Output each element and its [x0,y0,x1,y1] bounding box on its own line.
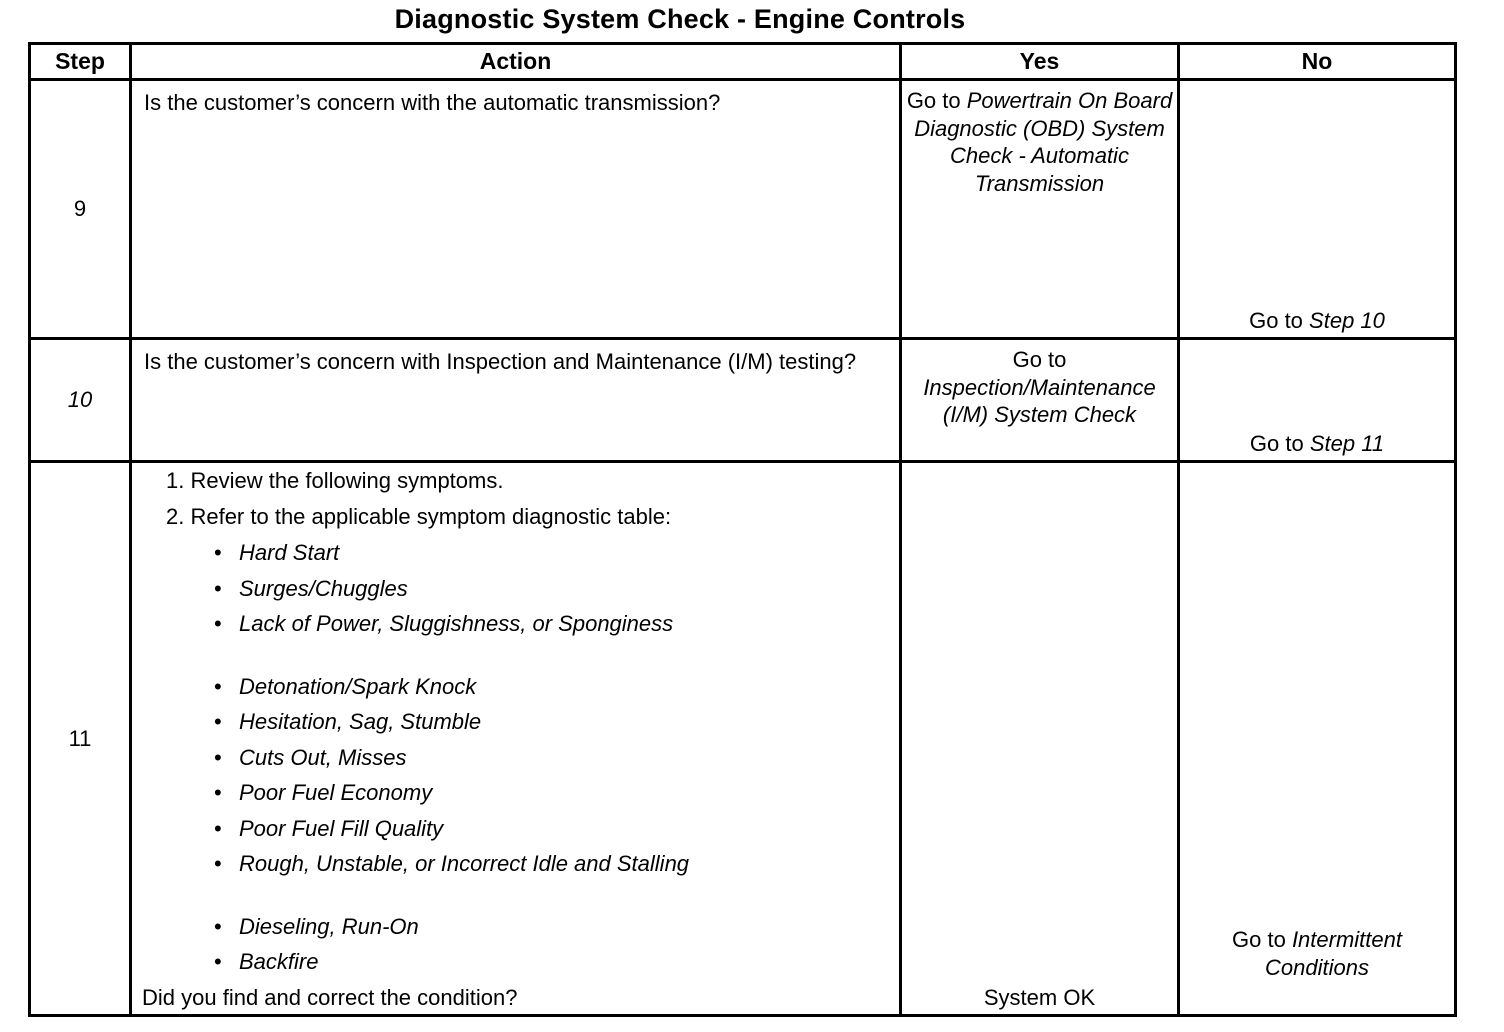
action-cell [131,462,901,1016]
symptom-item: • Poor Fuel Economy [144,775,889,811]
step-cell [30,339,131,462]
list-item: 2. Refer to the applicable symptom diagnostic table: [166,504,672,529]
no-cell [1179,462,1456,1016]
yes-cell [901,80,1179,339]
step-number: 9 [73,196,87,221]
header-action: Action [131,44,901,80]
yes-result: System OK [983,985,1096,1010]
symptom-item: • Poor Fuel Fill Quality [144,811,889,847]
no-reference: Intermittent Conditions [1265,927,1402,980]
action-cell [131,339,901,462]
action-question: Did you find and correct the condition? [142,985,518,1010]
yes-instruction [902,81,1177,197]
header-row [30,44,1456,80]
symptom-item: • Rough, Unstable, or Incorrect Idle and Stalling [144,846,889,882]
no-instruction [1180,307,1454,335]
page-title: Diagnostic System Check - Engine Controls [394,4,966,34]
action-cell [131,80,901,339]
table-row [30,339,1456,462]
list-item: 1. Review the following symptoms. [166,468,504,493]
no-instruction [1180,430,1454,458]
symptom-item: • Surges/Chuggles [144,571,889,607]
step-cell [30,462,131,1016]
action-question: Is the customer’s concern with the automatic transmission? [144,90,721,115]
go-to-label: Go to [906,88,961,113]
yes-reference: Powertrain On Board Diagnostic (OBD) System Check - Automatic Transmission [914,88,1173,196]
symptom-item: • Cuts Out, Misses [144,740,889,776]
yes-cell [901,462,1179,1016]
table-row [30,462,1456,1016]
symptom-item: • Hesitation, Sag, Stumble [144,704,889,740]
no-reference: Step 10 [1309,308,1385,333]
no-reference: Step 11 [1309,431,1385,456]
symptom-item: • Hard Start [144,535,889,571]
header-no: No [1179,44,1456,80]
yes-cell [901,339,1179,462]
yes-instruction [902,340,1177,429]
go-to-label: Go to [1012,347,1067,372]
step-number: 10 [67,387,93,412]
step-number: 11 [68,725,92,751]
header-yes: Yes [901,44,1179,80]
symptom-item: • Dieseling, Run-On [144,909,889,945]
no-cell [1179,80,1456,339]
no-instruction [1180,926,1454,982]
step-cell [30,80,131,339]
diagnostic-table [28,42,1457,1017]
table-row [30,80,1456,339]
go-to-label: Go to [1249,431,1304,456]
go-to-label: Go to [1232,927,1286,952]
no-cell [1179,339,1456,462]
action-content [132,463,899,980]
symptom-item: • Backfire [144,944,889,980]
go-to-label: Go to [1249,308,1303,333]
symptom-item: • Detonation/Spark Knock [144,669,889,705]
symptom-item: • Lack of Power, Sluggishness, or Sponginess [144,606,889,642]
action-question: Is the customer’s concern with Inspection and Maintenance (I/M) testing? [144,349,857,374]
header-step: Step [30,44,131,80]
yes-reference: Inspection/Maintenance (I/M) System Check [923,374,1156,427]
instruction-list [144,463,889,535]
symptom-list [144,535,889,980]
